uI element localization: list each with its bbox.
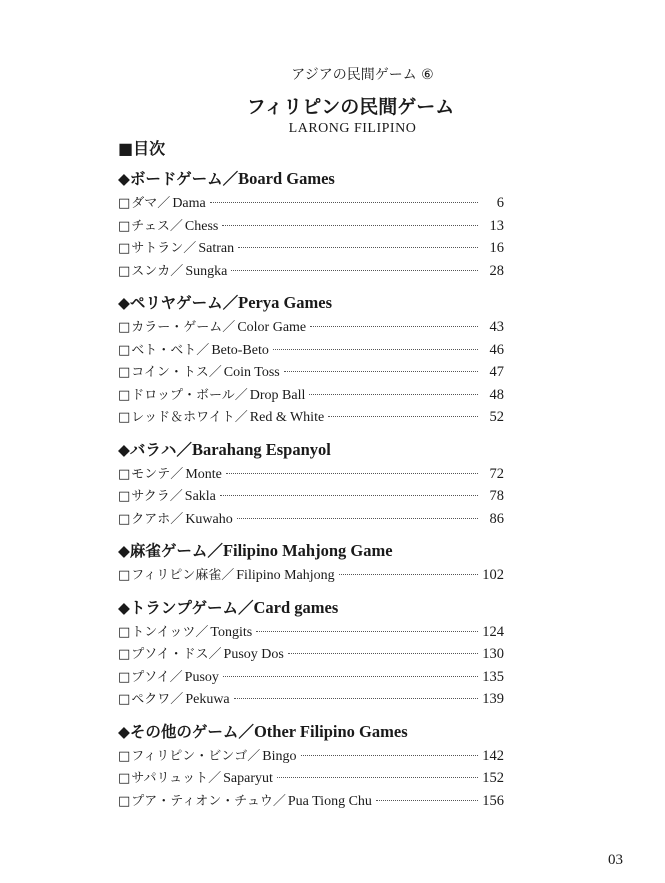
- entry-title-en: Kuwaho: [185, 511, 233, 527]
- entry-title-en: Tongits: [210, 624, 253, 640]
- toc-entry: [118, 621, 504, 644]
- dot-leader: [220, 495, 478, 496]
- entry-page-number: 28: [489, 262, 504, 279]
- page-subtitle: LARONG FILIPINO: [288, 121, 417, 136]
- entry-title-jp: プソイ／: [131, 669, 183, 685]
- checkbox-icon: □: [118, 793, 131, 809]
- checkbox-icon: □: [118, 647, 131, 662]
- checkbox-icon: □: [118, 365, 131, 380]
- entry-title-jp: ペクワ／: [131, 692, 184, 707]
- checkbox-icon: □: [118, 263, 131, 279]
- dot-leader: [339, 574, 478, 575]
- section-title: [118, 538, 504, 564]
- dot-leader: [273, 349, 478, 350]
- checkbox-icon: □: [118, 692, 131, 707]
- page-number: 03: [608, 852, 623, 868]
- toc-entry: [118, 339, 504, 362]
- entry-title-en: Monte: [185, 466, 222, 482]
- toc-heading: ■目次: [118, 139, 166, 158]
- entry-page-number: 142: [482, 747, 504, 764]
- entry-title-en: Sungka: [185, 263, 228, 279]
- entry-title-en: Pua Tiong Chu: [287, 793, 372, 809]
- entry-title-en: Filipino Mahjong: [236, 568, 335, 583]
- series-title: アジアの民間ゲーム ⑥: [291, 67, 434, 83]
- dot-leader: [301, 755, 479, 756]
- entry-title-en: Coin Toss: [223, 365, 280, 380]
- entry-page-number: 48: [489, 386, 504, 403]
- checkbox-icon: □: [118, 748, 131, 764]
- entry-title-jp: スンカ／: [131, 263, 184, 279]
- toc-entry: [118, 485, 504, 508]
- toc-entry: [118, 406, 504, 429]
- entry-page-number: 156: [482, 792, 504, 809]
- section-title-jp: 麻雀ゲーム／: [129, 542, 223, 560]
- diamond-bullet-icon: ◆: [118, 722, 130, 741]
- entry-title-en: Beto-Beto: [211, 342, 269, 358]
- toc-section: [118, 595, 504, 711]
- toc-entry: [118, 384, 504, 407]
- entry-page-number: 72: [489, 465, 504, 482]
- checkbox-icon: □: [118, 320, 131, 335]
- entry-title-jp: フィリピン麻雀／: [131, 568, 235, 583]
- toc-entry: [118, 643, 504, 666]
- toc-section: [118, 290, 504, 429]
- dot-leader: [309, 394, 478, 395]
- toc-section: [118, 437, 504, 531]
- toc-entry: [118, 192, 504, 215]
- checkbox-icon: □: [118, 669, 131, 685]
- checkbox-icon: □: [118, 511, 131, 527]
- entry-page-number: 102: [482, 567, 504, 583]
- entry-page-number: 16: [489, 240, 504, 256]
- entry-title-jp: カラー・ゲーム／: [131, 320, 236, 335]
- entry-page-number: 139: [482, 691, 504, 707]
- toc-entry: [118, 361, 504, 384]
- entry-title-en: Color Game: [237, 320, 307, 335]
- checkbox-icon: □: [118, 387, 131, 403]
- dot-leader: [226, 473, 478, 474]
- dot-leader: [210, 202, 478, 203]
- dot-leader: [223, 676, 478, 677]
- diamond-bullet-icon: ◆: [118, 598, 130, 617]
- entry-page-number: 124: [482, 623, 504, 640]
- checkbox-icon: □: [118, 466, 131, 482]
- entry-title-en: Dama: [172, 196, 206, 211]
- checkbox-icon: □: [118, 196, 131, 211]
- dot-leader: [328, 416, 478, 417]
- dot-leader: [222, 225, 478, 226]
- entry-page-number: 135: [482, 668, 504, 685]
- entry-page-number: 43: [489, 319, 504, 335]
- entry-title-en: Satran: [198, 241, 235, 256]
- entry-title-en: Bingo: [262, 748, 297, 764]
- dot-leader: [237, 518, 478, 519]
- entry-title-jp: サトラン／: [131, 241, 197, 256]
- toc-entry: [118, 316, 504, 339]
- page-title: フィリピンの民間ゲーム: [246, 96, 455, 118]
- entry-title-jp: コイン・トス／: [131, 365, 222, 380]
- entry-page-number: 52: [489, 409, 504, 425]
- section-title: [118, 719, 504, 745]
- dot-leader: [234, 698, 478, 699]
- dot-leader: [277, 777, 478, 778]
- toc-entry: [118, 215, 504, 238]
- section-title: [118, 437, 504, 463]
- diamond-bullet-icon: ◆: [118, 294, 130, 312]
- toc-entry: [118, 666, 504, 689]
- toc-entry: [118, 508, 504, 531]
- checkbox-icon: □: [118, 771, 131, 786]
- entry-title-jp: ドロップ・ボール／: [131, 387, 248, 403]
- toc-entry: [118, 237, 504, 260]
- checkbox-icon: □: [118, 410, 131, 425]
- toc-section: [118, 166, 504, 282]
- entry-title-jp: ダマ／: [131, 196, 171, 211]
- entry-title-jp: レッド＆ホワイト／: [131, 410, 248, 425]
- entry-title-jp: プア・ティオン・チュウ／: [131, 793, 286, 809]
- diamond-bullet-icon: ◆: [118, 542, 130, 560]
- dot-leader: [256, 631, 478, 632]
- toc-entry: [118, 745, 504, 768]
- toc-entry: [118, 790, 504, 813]
- entry-title-jp: プソイ・ドス／: [131, 647, 222, 662]
- entry-title-jp: クアホ／: [131, 511, 184, 527]
- entry-title-en: Sakla: [184, 489, 216, 504]
- checkbox-icon: □: [118, 568, 131, 583]
- toc-entry: [118, 767, 504, 790]
- entry-title-jp: サパリュット／: [131, 771, 222, 786]
- section-title-en: Barahang Espanyol: [191, 439, 331, 459]
- entry-page-number: 46: [489, 341, 504, 358]
- entry-title-jp: モンテ／: [131, 466, 184, 482]
- entry-page-number: 13: [489, 217, 504, 234]
- entry-page-number: 130: [482, 646, 504, 662]
- dot-leader: [376, 800, 478, 801]
- section-title-en: Card games: [253, 597, 339, 617]
- entry-title-jp: ベト・ベト／: [131, 342, 210, 358]
- entry-page-number: 86: [489, 510, 504, 527]
- section-title-en: Filipino Mahjong Game: [222, 541, 393, 560]
- checkbox-icon: □: [118, 342, 131, 358]
- table-of-contents: [118, 158, 504, 812]
- section-title-jp: ボードゲーム／: [129, 170, 239, 188]
- diamond-bullet-icon: ◆: [118, 170, 130, 188]
- diamond-bullet-icon: ◆: [118, 440, 130, 459]
- dot-leader: [310, 326, 478, 327]
- section-title-en: Other Filipino Games: [253, 721, 408, 741]
- toc-section: [118, 719, 504, 813]
- entry-page-number: 6: [496, 195, 504, 211]
- toc-entry: [118, 463, 504, 486]
- entry-title-en: Drop Ball: [249, 387, 306, 403]
- entry-title-en: Pekuwa: [185, 692, 230, 707]
- section-title: [118, 595, 504, 621]
- section-title: [118, 166, 504, 192]
- dot-leader: [288, 653, 478, 654]
- section-title: [118, 290, 504, 316]
- checkbox-icon: □: [118, 489, 131, 504]
- section-title-en: Board Games: [238, 169, 335, 188]
- dot-leader: [238, 247, 478, 248]
- entry-title-en: Pusoy Dos: [223, 647, 284, 662]
- entry-title-jp: サクラ／: [131, 489, 183, 504]
- dot-leader: [284, 371, 478, 372]
- toc-section: [118, 538, 504, 587]
- toc-entry: [118, 564, 504, 587]
- section-title-jp: バラハ／: [129, 440, 192, 459]
- entry-title-en: Chess: [184, 218, 219, 234]
- entry-title-en: Saparyut: [223, 771, 273, 786]
- checkbox-icon: □: [118, 218, 131, 234]
- checkbox-icon: □: [118, 241, 131, 256]
- dot-leader: [231, 270, 478, 271]
- toc-entry: [118, 688, 504, 711]
- entry-page-number: 152: [482, 770, 504, 786]
- section-title-jp: その他のゲーム／: [129, 722, 254, 741]
- toc-entry: [118, 260, 504, 283]
- entry-title-jp: トンイッツ／: [131, 624, 209, 640]
- entry-page-number: 78: [489, 488, 504, 504]
- entry-page-number: 47: [489, 364, 504, 380]
- entry-title-en: Red & White: [249, 410, 325, 425]
- entry-title-jp: フィリピン・ビンゴ／: [131, 748, 261, 764]
- section-title-jp: ペリヤゲーム／: [129, 294, 239, 312]
- entry-title-en: Pusoy: [184, 669, 219, 685]
- section-title-en: Perya Games: [238, 293, 333, 312]
- entry-title-jp: チェス／: [131, 218, 183, 234]
- section-title-jp: トランプゲーム／: [129, 598, 254, 617]
- checkbox-icon: □: [118, 624, 131, 640]
